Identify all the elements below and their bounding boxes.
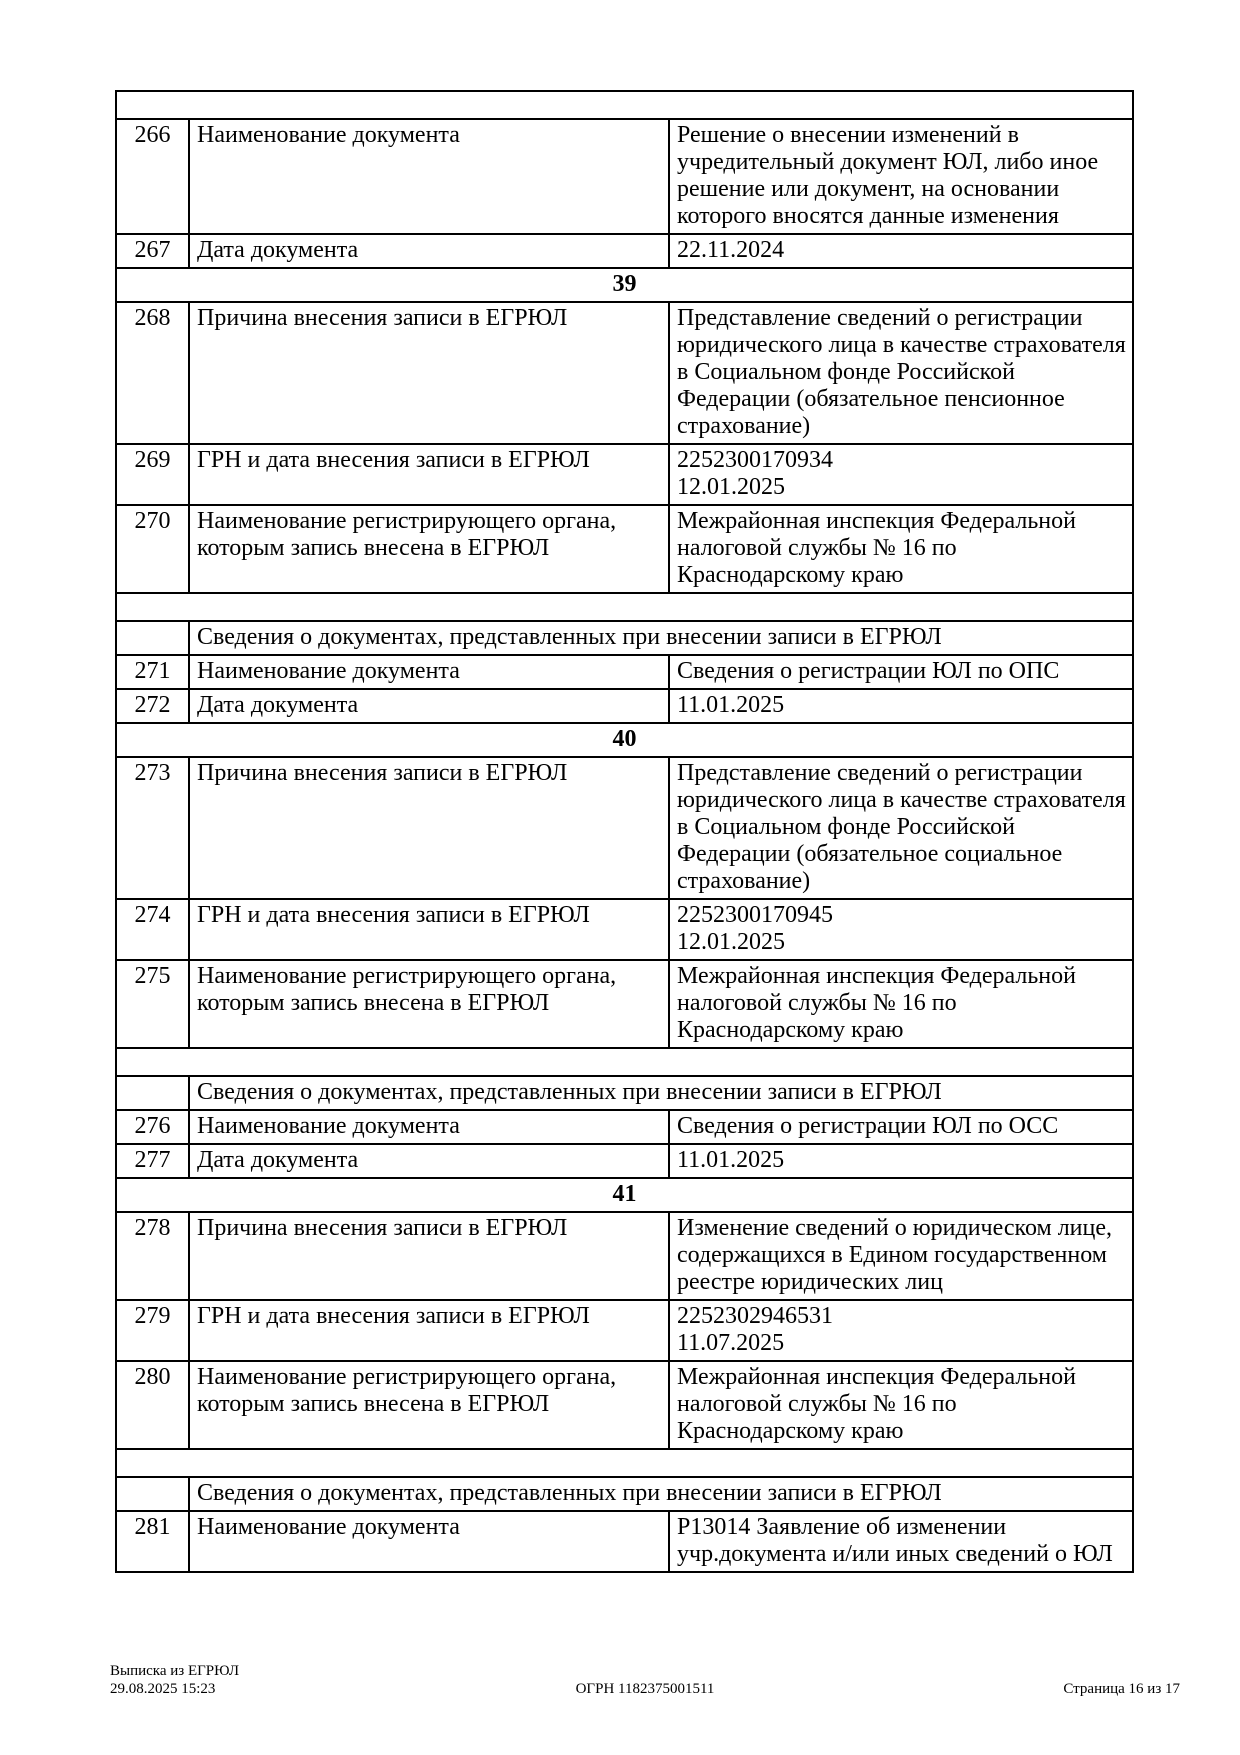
text-line: Наименование документа — [197, 122, 460, 148]
text-line: ГРН и дата внесения записи в ЕГРЮЛ — [197, 902, 590, 928]
text-line: Наименование регистрирующего органа, — [197, 508, 617, 534]
spacer-cell — [116, 91, 1133, 119]
row-label-cell — [189, 234, 669, 268]
row-value-cell — [669, 505, 1133, 593]
text-line: 11.01.2025 — [677, 1147, 785, 1173]
record-row — [116, 302, 1133, 444]
footer-doc-info — [110, 1662, 467, 1698]
record-row — [116, 1361, 1133, 1449]
row-number-cell: 275 — [116, 960, 189, 1048]
row-label-cell — [189, 302, 669, 444]
text-line: юридического лица в качестве страхователя — [677, 787, 1126, 813]
text-line: 11.01.2025 — [677, 692, 785, 718]
text-line: страхование) — [677, 868, 811, 894]
text-line: ГРН и дата внесения записи в ЕГРЮЛ — [197, 1303, 590, 1329]
text-line: налоговой службы № 16 по — [677, 990, 957, 1016]
row-number-cell: 270 — [116, 505, 189, 593]
text-line: которого вносятся данные изменения — [677, 203, 1059, 229]
text-line: в Социальном фонде Российской — [677, 359, 1015, 385]
row-label-cell — [189, 960, 669, 1048]
row-label-cell — [189, 119, 669, 234]
row-number-cell: 276 — [116, 1110, 189, 1144]
row-value-cell — [669, 234, 1133, 268]
row-value-cell — [669, 899, 1133, 960]
row-value-cell — [669, 689, 1133, 723]
row-value-cell — [669, 119, 1133, 234]
row-value-cell — [669, 1212, 1133, 1300]
text-line: Наименование регистрирующего органа, — [197, 1364, 617, 1390]
footer-datetime: 29.08.2025 15:23 — [110, 1681, 216, 1697]
record-row — [116, 444, 1133, 505]
row-label-cell — [189, 899, 669, 960]
row-number-cell — [116, 1076, 189, 1110]
row-label-cell — [189, 1110, 669, 1144]
docs-header-row — [116, 1477, 1133, 1511]
section-number-row — [116, 268, 1133, 302]
text-line: Р13014 Заявление об изменении — [677, 1514, 1007, 1540]
row-value-cell — [669, 757, 1133, 899]
text-line: решение или документ, на основании — [677, 176, 1060, 202]
row-number-cell: 279 — [116, 1300, 189, 1361]
row-value-cell — [669, 444, 1133, 505]
docs-header-row — [116, 621, 1133, 655]
text-line: Федерации (обязательное социальное — [677, 841, 1063, 867]
text-line: Дата документа — [197, 1147, 359, 1173]
row-label-cell — [189, 1361, 669, 1449]
text-line: Сведения о регистрации ЮЛ по ОСС — [677, 1113, 1059, 1139]
row-label-cell — [189, 655, 669, 689]
record-row — [116, 119, 1133, 234]
text-line: Причина внесения записи в ЕГРЮЛ — [197, 305, 568, 331]
egrul-records-table — [115, 90, 1134, 1573]
row-label-cell — [189, 1511, 669, 1572]
text-line: ГРН и дата внесения записи в ЕГРЮЛ — [197, 447, 590, 473]
text-line: Краснодарскому краю — [677, 1017, 904, 1043]
text-line: которым запись внесена в ЕГРЮЛ — [197, 990, 550, 1016]
page-footer — [110, 1662, 1180, 1698]
text-line: Сведения о регистрации ЮЛ по ОПС — [677, 658, 1060, 684]
text-line: налоговой службы № 16 по — [677, 535, 957, 561]
text-line: страхование) — [677, 413, 811, 439]
row-number-cell: 272 — [116, 689, 189, 723]
spacer-row — [116, 1449, 1133, 1477]
row-number-cell: 266 — [116, 119, 189, 234]
row-value-cell — [669, 1300, 1133, 1361]
row-number-cell: 281 — [116, 1511, 189, 1572]
text-line: Наименование регистрирующего органа, — [197, 963, 617, 989]
row-label-cell — [189, 1300, 669, 1361]
text-line: Дата документа — [197, 692, 359, 718]
egrul-table-body — [116, 91, 1133, 1572]
text-line: содержащихся в Едином государственном — [677, 1242, 1107, 1268]
text-line: юридического лица в качестве страхователя — [677, 332, 1126, 358]
docs-header-label: Сведения о документах, представленных при внесении записи в ЕГРЮЛ — [189, 1076, 1133, 1110]
record-row — [116, 689, 1133, 723]
text-line: 2252302946531 — [677, 1303, 833, 1329]
text-line: учредительный документ ЮЛ, либо иное — [677, 149, 1099, 175]
text-line: Причина внесения записи в ЕГРЮЛ — [197, 760, 568, 786]
text-line: Межрайонная инспекция Федеральной — [677, 1364, 1076, 1390]
row-value-cell — [669, 1511, 1133, 1572]
row-label-cell — [189, 1144, 669, 1178]
text-line: 2252300170934 — [677, 447, 833, 473]
record-row — [116, 505, 1133, 593]
row-label-cell — [189, 444, 669, 505]
row-label-cell — [189, 757, 669, 899]
record-row — [116, 655, 1133, 689]
record-row — [116, 1212, 1133, 1300]
text-line: Межрайонная инспекция Федеральной — [677, 508, 1076, 534]
text-line: реестре юридических лиц — [677, 1269, 943, 1295]
row-value-cell — [669, 1361, 1133, 1449]
spacer-row — [116, 593, 1133, 621]
row-number-cell: 267 — [116, 234, 189, 268]
row-number-cell — [116, 621, 189, 655]
footer-ogrn: ОГРН 1182375001511 — [575, 1681, 715, 1697]
row-number-cell: 271 — [116, 655, 189, 689]
row-value-cell — [669, 302, 1133, 444]
row-number-cell: 269 — [116, 444, 189, 505]
section-number: 39 — [116, 268, 1133, 302]
row-label-cell — [189, 1212, 669, 1300]
row-label-cell — [189, 689, 669, 723]
record-row — [116, 234, 1133, 268]
row-number-cell: 278 — [116, 1212, 189, 1300]
text-line: Наименование документа — [197, 1113, 460, 1139]
row-number-cell: 277 — [116, 1144, 189, 1178]
section-number: 41 — [116, 1178, 1133, 1212]
text-line: Межрайонная инспекция Федеральной — [677, 963, 1076, 989]
spacer-cell — [116, 593, 1133, 621]
section-number-row — [116, 723, 1133, 757]
docs-header-row — [116, 1076, 1133, 1110]
text-line: Представление сведений о регистрации — [677, 305, 1083, 331]
record-row — [116, 899, 1133, 960]
row-number-cell: 268 — [116, 302, 189, 444]
record-row — [116, 1144, 1133, 1178]
text-line: Наименование документа — [197, 1514, 460, 1540]
row-value-cell — [669, 1110, 1133, 1144]
text-line: 12.01.2025 — [677, 929, 785, 955]
spacer-cell — [116, 1449, 1133, 1477]
text-line: Изменение сведений о юридическом лице, — [677, 1215, 1113, 1241]
section-number: 40 — [116, 723, 1133, 757]
row-number-cell — [116, 1477, 189, 1511]
text-line: Федерации (обязательное пенсионное — [677, 386, 1065, 412]
text-line: Причина внесения записи в ЕГРЮЛ — [197, 1215, 568, 1241]
text-line: которым запись внесена в ЕГРЮЛ — [197, 1391, 550, 1417]
footer-page-number: Страница 16 из 17 — [1063, 1681, 1181, 1697]
record-row — [116, 960, 1133, 1048]
row-label-cell — [189, 505, 669, 593]
record-row — [116, 1110, 1133, 1144]
footer-doc-type: Выписка из ЕГРЮЛ — [110, 1663, 239, 1679]
row-number-cell: 273 — [116, 757, 189, 899]
text-line: учр.документа и/или иных сведений о ЮЛ — [677, 1541, 1113, 1567]
record-row — [116, 757, 1133, 899]
row-value-cell — [669, 1144, 1133, 1178]
text-line: которым запись внесена в ЕГРЮЛ — [197, 535, 550, 561]
text-line: в Социальном фонде Российской — [677, 814, 1015, 840]
docs-header-label: Сведения о документах, представленных при внесении записи в ЕГРЮЛ — [189, 621, 1133, 655]
text-line: Краснодарскому краю — [677, 562, 904, 588]
row-value-cell — [669, 960, 1133, 1048]
text-line: 22.11.2024 — [677, 237, 785, 263]
spacer-row — [116, 1048, 1133, 1076]
row-value-cell — [669, 655, 1133, 689]
text-line: Краснодарскому краю — [677, 1418, 904, 1444]
spacer-row — [116, 91, 1133, 119]
text-line: налоговой службы № 16 по — [677, 1391, 957, 1417]
row-number-cell: 274 — [116, 899, 189, 960]
text-line: Представление сведений о регистрации — [677, 760, 1083, 786]
text-line: Решение о внесении изменений в — [677, 122, 1019, 148]
docs-header-label: Сведения о документах, представленных при внесении записи в ЕГРЮЛ — [189, 1477, 1133, 1511]
text-line: Наименование документа — [197, 658, 460, 684]
text-line: 11.07.2025 — [677, 1330, 785, 1356]
record-row — [116, 1511, 1133, 1572]
record-row — [116, 1300, 1133, 1361]
section-number-row — [116, 1178, 1133, 1212]
spacer-cell — [116, 1048, 1133, 1076]
row-number-cell: 280 — [116, 1361, 189, 1449]
text-line: 2252300170945 — [677, 902, 833, 928]
text-line: 12.01.2025 — [677, 474, 785, 500]
text-line: Дата документа — [197, 237, 359, 263]
